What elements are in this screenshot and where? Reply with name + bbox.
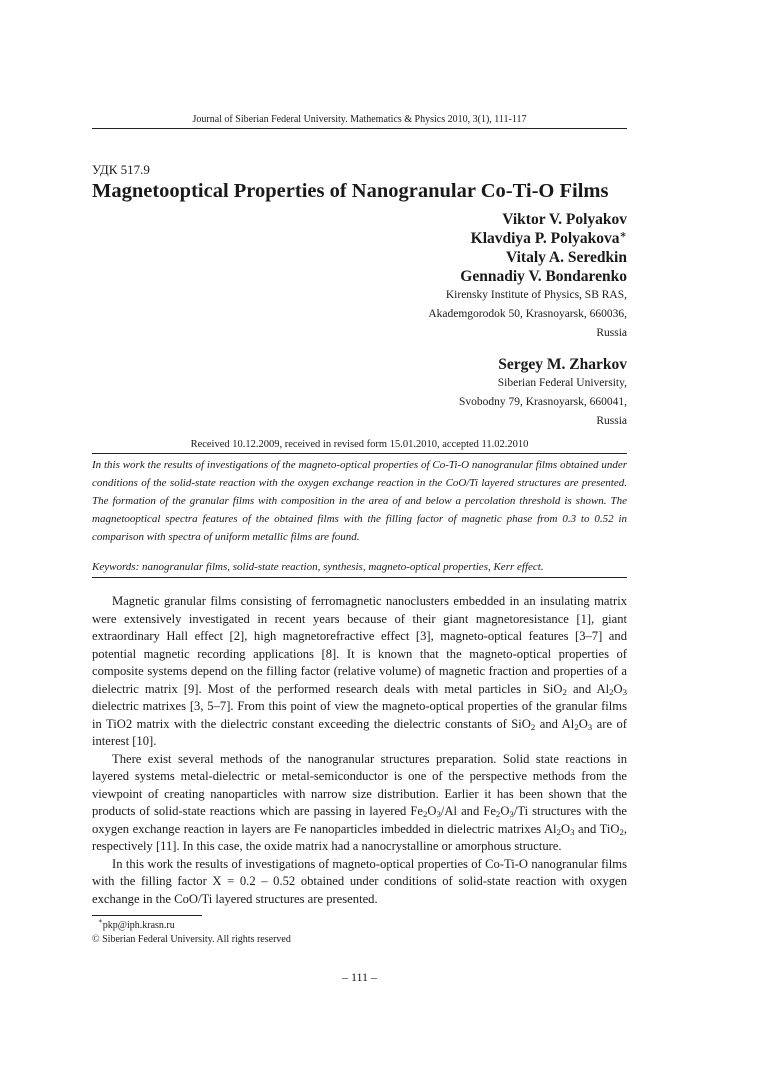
affiliation-line: Russia <box>596 327 627 339</box>
body-paragraph: In this work the results of investigations of magneto-optical properties of Co-Ti-O nanogranular films with the filling factor X = 0.2 – 0.52 obtained under conditions of solid-state reaction with oxygen exchange in the CoO/Ti layered structures are presented. <box>92 856 627 906</box>
footnote-rule <box>92 915 202 916</box>
author-name: Vitaly A. Seredkin <box>505 249 627 266</box>
footnotes <box>92 919 291 947</box>
corresponding-mark: ∗ <box>619 229 627 241</box>
article-body <box>92 593 627 908</box>
page-number: – 111 – <box>341 970 378 984</box>
affiliation-line: Siberian Federal University, <box>497 377 627 389</box>
header-rule <box>92 128 627 129</box>
abstract: In this work the results of investigations of the magneto-optical properties of Co-Ti-O nanogranular films obtained under conditions of the solid-state reaction with the oxygen exchange reaction in the CoO/Ti layered structures are presented. The formation of the granular films with composition in the area of and below a percolation threshold is shown. The magnetooptical spectra features of the obtained films with the filling factor of magnetic phase from 0.3 to 0.52 in comparison with spectra of uniform metallic films are found. <box>92 459 627 543</box>
abstract-rule-bottom <box>92 577 627 578</box>
keywords: Keywords: nanogranular films, solid-state reaction, synthesis, magneto-optical properties, Kerr effect. <box>92 561 544 573</box>
article-title: Magnetooptical Properties of Nanogranular Co-Ti-O Films <box>92 180 609 202</box>
affiliation-line: Kirensky Institute of Physics, SB RAS, <box>445 289 627 301</box>
paper-page <box>92 0 627 1080</box>
author-name: Viktor V. Polyakov <box>502 211 627 228</box>
footnote-email: ∗pkp@iph.krasn.ru <box>98 917 175 931</box>
author-name: Sergey M. Zharkov <box>498 356 627 373</box>
affiliation-line: Akademgorodok 50, Krasnoyarsk, 660036, <box>428 308 627 320</box>
body-paragraph: There exist several methods of the nanogranular structures preparation. Solid state reactions in layered systems metal-dielectric or metal-semiconductor is one of the perspective methods from the viewpoint of creating nanoparticles with narrow size distribution. Earlier it has been shown that the products of solid-state reactions which are passing in layered $Fe_2O_3/Al$ and $Fe_2O_3/Ti$ structures with the oxygen exchange reaction in layers are Fe nanoparticles imbedded in dielectric matrixes $Al_2O_3$ and TiO$_2$, respectively [11]. In this case, the oxide matrix had a nanocrystalline or amorphous structure. <box>92 751 628 853</box>
footnote-copyright: © Siberian Federal University. All rights reserved <box>92 934 291 945</box>
affiliation-line: Russia <box>596 415 627 427</box>
author-name: Gennadiy V. Bondarenko <box>460 268 627 285</box>
udk-code: УДК 517.9 <box>92 162 150 177</box>
author-block <box>92 210 627 431</box>
received-dates: Received 10.12.2009, received in revised form 15.01.2010, accepted 11.02.2010 <box>190 439 529 450</box>
affiliation-line: Svobodny 79, Krasnoyarsk, 660041, <box>458 396 627 408</box>
abstract-rule-top <box>92 453 627 454</box>
author-name-corresponding: Klavdiya P. Polyakova∗ <box>470 229 627 247</box>
body-paragraph: Magnetic granular films consisting of ferromagnetic nanoclusters embedded in an insulating matrix were extensively investigated in recent years because of their giant magnetoresistance [1], giant extraordinary Hall effect [2], high magnetorefractive effect [3], magneto-optical features [3–7] and potential magnetic recording applications [8]. It is known that the magneto-optical properties of composite systems depend on the filling factor (relative volume) of magnetic fraction and properties of a dielectric matrix [9]. Most of the performed research deals with metal particles in SiO$_2$ and $Al_2O_3$ dielectric matrixes [3, 5–7]. From this point of view the magneto-optical properties of the granular films in TiO2 matrix with the dielectric constant exceeding the dielectric constants of SiO$_2$ and $Al_2O_3$ are of interest [10]. <box>92 594 627 748</box>
running-head: Journal of Siberian Federal University. Mathematics & Physics 2010, 3(1), 111-117 <box>192 114 527 125</box>
